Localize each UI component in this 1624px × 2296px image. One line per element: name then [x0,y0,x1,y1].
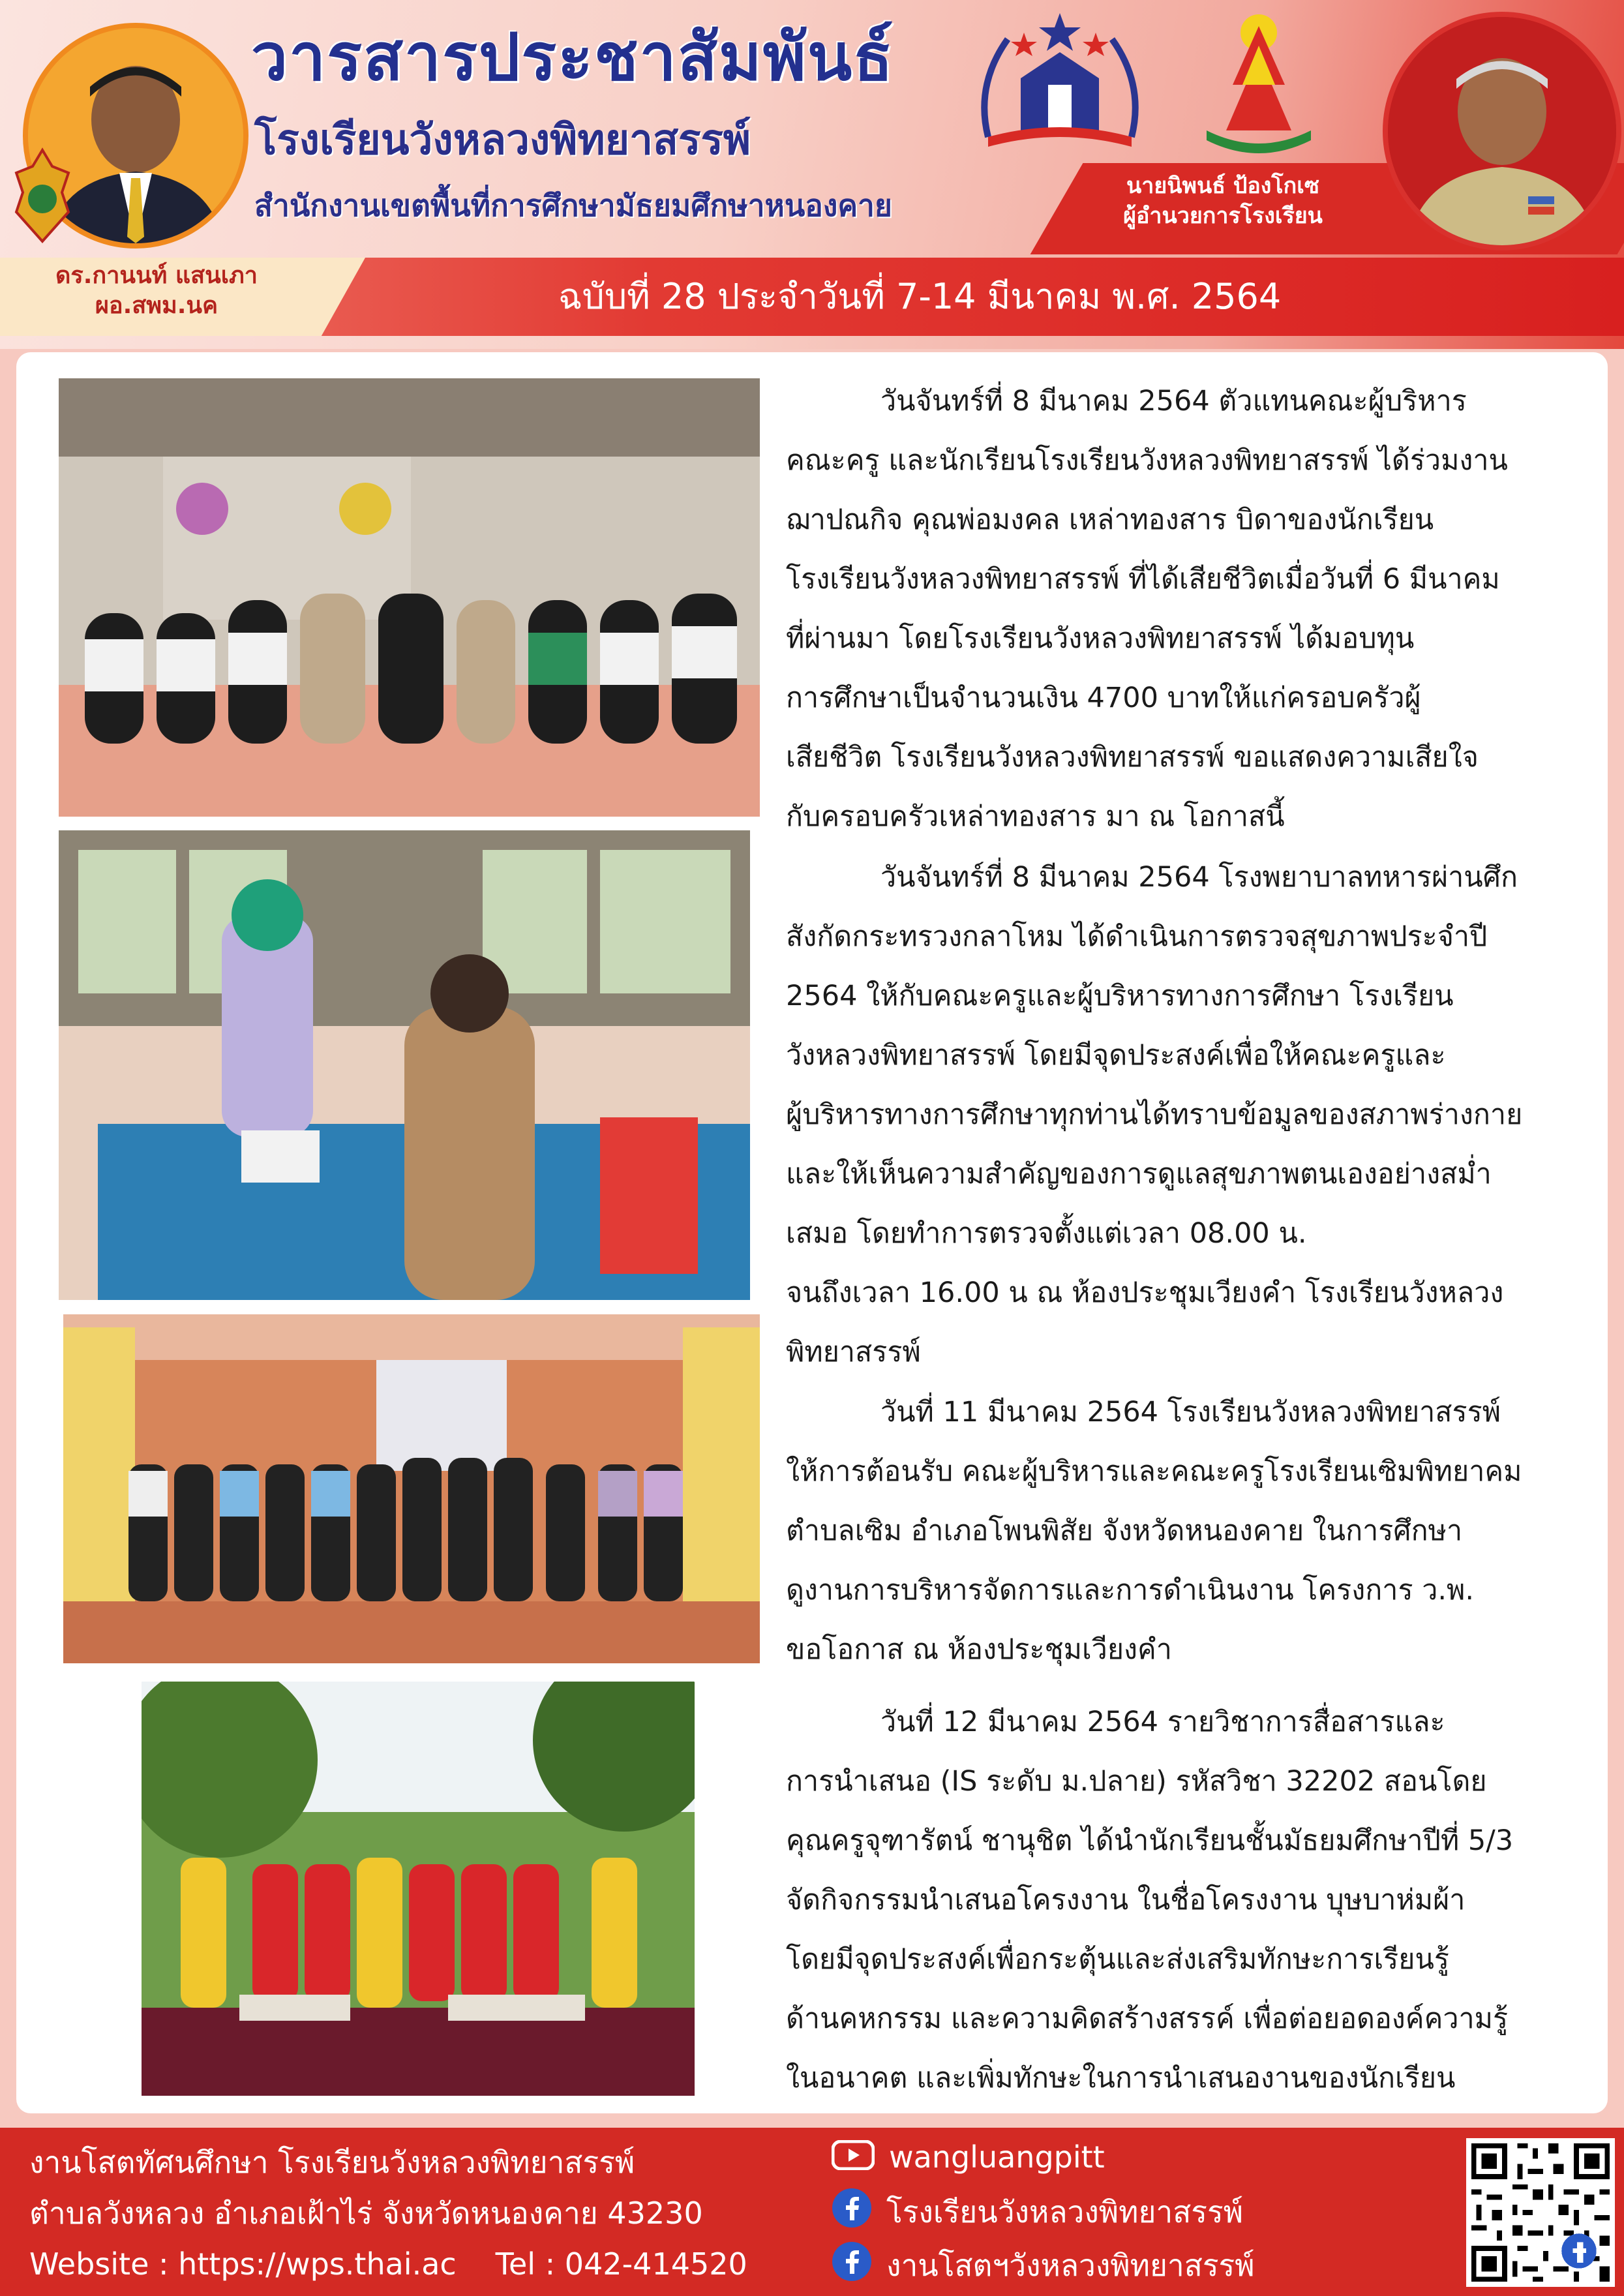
issue-line: ฉบับที่ 28 ประจำวันที่ 7-14 มีนาคม พ.ศ. 2564 [558,276,1282,317]
director-caption [1070,171,1376,231]
article-line: ดูงานการบริหารจัดการและการดำเนินงาน โครงการ ว.พ. [786,1574,1475,1607]
journal-title: วารสารประชาสัมพันธ์ [251,19,895,95]
article-health-checkup [786,848,1624,1382]
left-official-caption [0,261,313,321]
footer [0,2128,1624,2296]
article-line: พิทยาสรรพ์ [786,1336,921,1368]
district-emblem-icon [1187,7,1331,163]
left-official-name: ดร.กานนท์ แสนเภา [55,262,258,289]
article-line: การนำเสนอ (IS ระดับ ม.ปลาย) รหัสวิชา 32202 สอนโดย [786,1765,1487,1798]
director-name: นายนิพนธ์ ป้องโกเซ [1126,173,1319,199]
content-panel [16,352,1608,2113]
article-line: โดยมีจุดประสงค์เพื่อกระตุ้นและส่งเสริมทักษะการเรียนรู้ [786,1943,1449,1976]
article-line: และให้เห็นความสำคัญของการดูแลสุขภาพตนเองอย่างสม่ำ [786,1158,1492,1190]
article-funeral [786,372,1624,847]
article-line: กับครอบครัวเหล่าทองสาร มา ณ โอกาสนี้ [786,800,1285,833]
article-line: วังหลวงพิทยาสรรพ์ โดยมีจุดประสงค์เพื่อให้คณะครูและ [786,1039,1446,1072]
article-line: ฌาปณกิจ คุณพ่อมงคล เหล่าทองสาร บิดาของนักเรียน [786,504,1434,536]
article-line: ผู้บริหารทางการศึกษาทุกท่านได้ทราบข้อมูลของสภาพร่างกาย [786,1098,1523,1131]
article-line: วันจันทร์ที่ 8 มีนาคม 2564 ตัวแทนคณะผู้บริหาร [880,385,1467,417]
photo-welcome-visitors [63,1314,760,1663]
facebook-school-link[interactable] [832,2188,1243,2241]
article-line: จัดกิจกรรมนำเสนอโครงงาน ในชื่อโครงงาน บุษบาห่มผ้า [786,1884,1466,1916]
youtube-icon [832,2137,875,2183]
school-name: โรงเรียนวังหลวงพิทยาสรรพ์ [254,116,751,164]
article-line: ด้านคหกรรม และความคิดสร้างสรรค์ เพื่อต่อยอดองค์ความรู้ [786,2002,1509,2035]
facebook-icon [832,2241,872,2294]
facebook-school-name: โรงเรียนวังหลวงพิทยาสรรพ์ [886,2194,1244,2229]
photo-student-project [142,1682,695,2096]
article-line: ขอโอกาส ณ ห้องประชุมเวียงคำ [786,1633,1172,1666]
director-title: ผู้อำนวยการโรงเรียน [1123,203,1323,229]
article-line: ในอนาคต และเพิ่มทักษะในการนำเสนองานของนักเรียน [786,2062,1456,2094]
obec-emblem-icon [7,147,78,245]
article-line: 2564 ให้กับคณะครูและผู้บริหารทางการศึกษา โรงเรียน [786,980,1454,1012]
footer-website[interactable]: Website : https://wps.thai.ac [29,2246,457,2282]
article-line: ให้การต้อนรับ คณะผู้บริหารและคณะครูโรงเรียนเซิมพิทยาคม [786,1455,1522,1488]
article-line: วันที่ 12 มีนาคม 2564 รายวิชาการสื่อสารและ [880,1706,1445,1738]
article-line: การศึกษาเป็นจำนวนเงิน 4700 บาทให้แก่ครอบครัวผู้ [786,682,1421,714]
youtube-handle: wangluangpitt [889,2139,1105,2175]
facebook-icon [832,2188,872,2241]
article-line: คณะครู และนักเรียนโรงเรียนวังหลวงพิทยาสรรพ์ ได้ร่วมงาน [786,444,1508,477]
header-banner [0,0,1624,349]
facebook-av-name: งานโสตฯวังหลวงพิทยาสรรพ์ [886,2248,1255,2283]
article-line: สังกัดกระทรวงกลาโหม ได้ดำเนินการตรวจสุขภาพประจำปี [786,920,1488,953]
article-line: วันที่ 11 มีนาคม 2564 โรงเรียนวังหลวงพิทยาสรรพ์ [880,1396,1501,1428]
article-line: เสมอ โดยทำการตรวจตั้งแต่เวลา 08.00 น. [786,1217,1307,1250]
office-name: สำนักงานเขตพื้นที่การศึกษามัธยมศึกษาหนองคาย [254,188,892,223]
footer-contact [29,2241,747,2287]
article-student-project [786,1693,1624,2108]
youtube-link[interactable] [832,2134,1105,2183]
photo-health-checkup [59,830,750,1300]
article-line: ที่ผ่านมา โดยโรงเรียนวังหลวงพิทยาสรรพ์ ได้มอบทุน [786,622,1415,655]
article-visitors [786,1383,1624,1680]
footer-department: งานโสตทัศนศึกษา โรงเรียนวังหลวงพิทยาสรรพ์ [29,2145,635,2180]
facebook-av-link[interactable] [832,2241,1255,2294]
article-line: ตำบลเซิม อำเภอโพนพิสัย จังหวัดหนองคาย ในการศึกษา [786,1515,1463,1547]
footer-tel: Tel : 042-414520 [495,2246,747,2282]
article-line: จนถึงเวลา 16.00 น ณ ห้องประชุมเวียงคำ โรงเรียนวังหลวง [786,1276,1504,1309]
director-portrait [1383,12,1621,250]
school-emblem-icon [962,7,1158,163]
left-official-title: ผอ.สพม.นค [95,292,218,319]
qr-code-icon[interactable] [1466,2138,1615,2287]
article-line: คุณครูจุฑารัตน์ ชานุชิต ได้นำนักเรียนชั้นมัธยมศึกษาปีที่ 5/3 [786,1824,1514,1857]
article-line: วันจันทร์ที่ 8 มีนาคม 2564 โรงพยาบาลทหารผ่านศึก [880,861,1518,894]
photo-funeral-ceremony [59,378,760,817]
article-line: โรงเรียนวังหลวงพิทยาสรรพ์ ที่ได้เสียชีวิตเมื่อวันที่ 6 มีนาคม [786,563,1500,596]
footer-address: ตำบลวังหลวง อำเภอเฝ้าไร่ จังหวัดหนองคาย 43230 [29,2196,703,2231]
article-line: เสียชีวิต โรงเรียนวังหลวงพิทยาสรรพ์ ขอแสดงความเสียใจ [786,741,1479,774]
